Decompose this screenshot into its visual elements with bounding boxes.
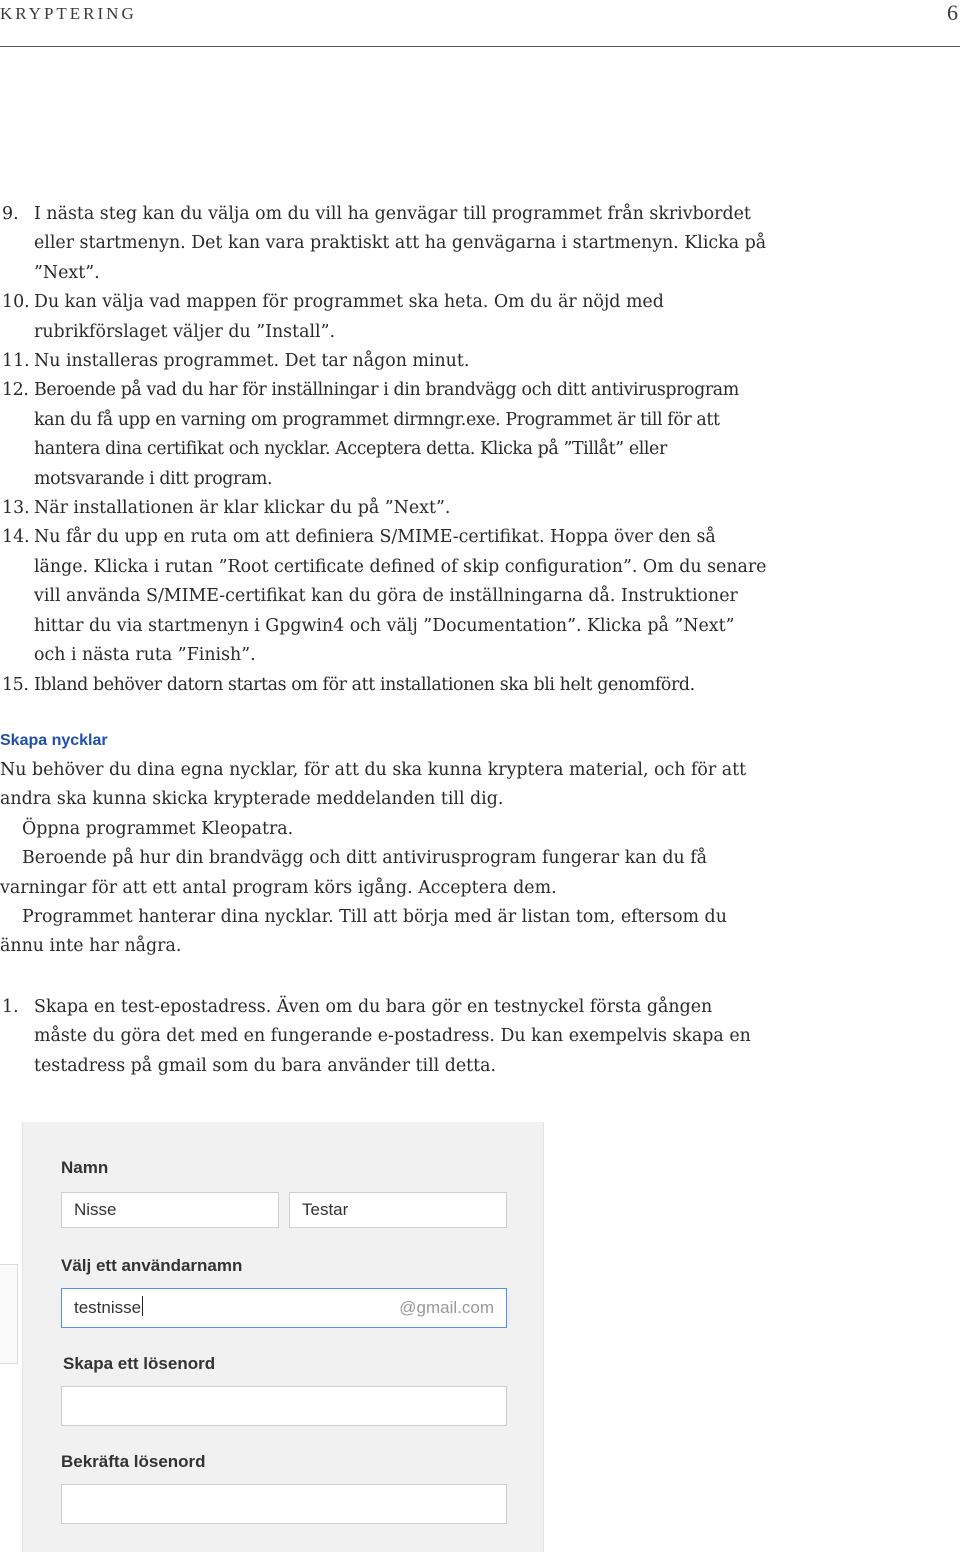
signup-form-screenshot [22,1122,544,1552]
confirm-password-field[interactable] [61,1484,507,1524]
username-suffix: @gmail.com [399,1298,494,1317]
paragraph: Öppna programmet Kleopatra. [22,818,294,839]
last-name-value: Testar [302,1200,349,1219]
username-value: testnisse [74,1298,142,1317]
side-panel-edge [0,1264,18,1364]
list-item-number: 15. [2,674,29,695]
list-item-number: 13. [2,498,30,519]
username-label: Välj ett användarnamn [61,1256,243,1275]
list-item-text: Skapa en test-epostadress. Även om du bara gör en testnyckel första gången måste du göra det med en fungerande e-postadress. Du kan exempelvis skapa en testadress på gmail som du bara använder till detta. [34,997,751,1076]
list-item-text: Nu installeras programmet. Det tar någon minut. [34,351,470,372]
list-item [0,376,770,494]
list-item-number: 11. [2,351,30,372]
list-item-number: 9. [2,204,19,224]
section-title: Skapa nycklar [0,732,108,749]
running-title: KRYPTERING [0,4,137,23]
list-item [0,523,770,670]
first-name-value: Nisse [74,1200,117,1219]
list-item-text: Beroende på vad du har för inställningar i din brandvägg och ditt antivirusprogram kan du få upp en varning om programmet dirmngr.exe. Programmet är till för att hantera dina certifikat och nycklar. Acceptera detta. Klicka på ”Tillåt” eller motsvarande i ditt program. [34,380,739,489]
list-item-text: Du kan välja vad mappen för programmet ska heta. Om du är nöjd med rubrikförslaget väljer du ”Install”. [34,292,664,342]
list-item [0,671,770,700]
section-skapa-nycklar [0,732,770,962]
key-steps-list [0,993,770,1081]
list-item [0,288,770,347]
list-item [0,347,770,376]
list-item-number: 12. [2,380,29,401]
password-label: Skapa ett lösenord [63,1354,216,1373]
list-item-text: I nästa steg kan du välja om du vill ha genvägar till programmet från skrivbordet eller startmenyn. Det kan vara praktiskt att ha genvägarna i startmenyn. Klicka på ”Next”. [34,204,767,283]
list-item [0,494,770,523]
list-item-text: När installationen är klar klickar du på ”Next”. [34,498,451,519]
confirm-password-label: Bekräfta lösenord [61,1452,206,1471]
page-number: 6 [947,0,958,25]
list-item-text: Ibland behöver datorn startas om för att installationen ska bli helt genomförd. [34,674,695,695]
name-label: Namn [61,1158,109,1177]
install-steps-list [0,200,770,700]
text-cursor [142,1296,143,1316]
list-item-number: 10. [2,292,30,313]
list-item [0,993,770,1081]
list-item-number: 1. [2,997,19,1017]
paragraph: Beroende på hur din brandvägg och ditt antivirusprogram fungerar kan du få varningar för att ett antal program körs igång. Acceptera dem. [0,848,708,898]
list-item [0,200,770,288]
last-name-field[interactable] [289,1192,507,1228]
header-rule [0,46,960,47]
paragraph: Nu behöver du dina egna nycklar, för att du ska kunna kryptera material, och för att andra ska kunna skicka krypterade meddelanden till dig. [0,760,747,810]
list-item-number: 14. [2,527,30,548]
list-item-text: Nu får du upp en ruta om att definiera S/MIME-certifikat. Hoppa över den så länge. Klicka i rutan ”Root certificate defined of skip configuration”. Om du senare vill använda S/MIME-certifikat kan du göra de inställningarna då. Instruktioner hittar du via startmenyn i Gpgwin4 och välj ”Documentation”. Klicka på ”Next” och i nästa ruta ”Finish”. [34,527,767,666]
paragraph: Programmet hanterar dina nycklar. Till att börja med är listan tom, eftersom du ännu inte har några. [0,907,727,957]
password-field[interactable] [61,1386,507,1426]
username-field[interactable] [61,1288,507,1328]
first-name-field[interactable] [61,1192,279,1228]
